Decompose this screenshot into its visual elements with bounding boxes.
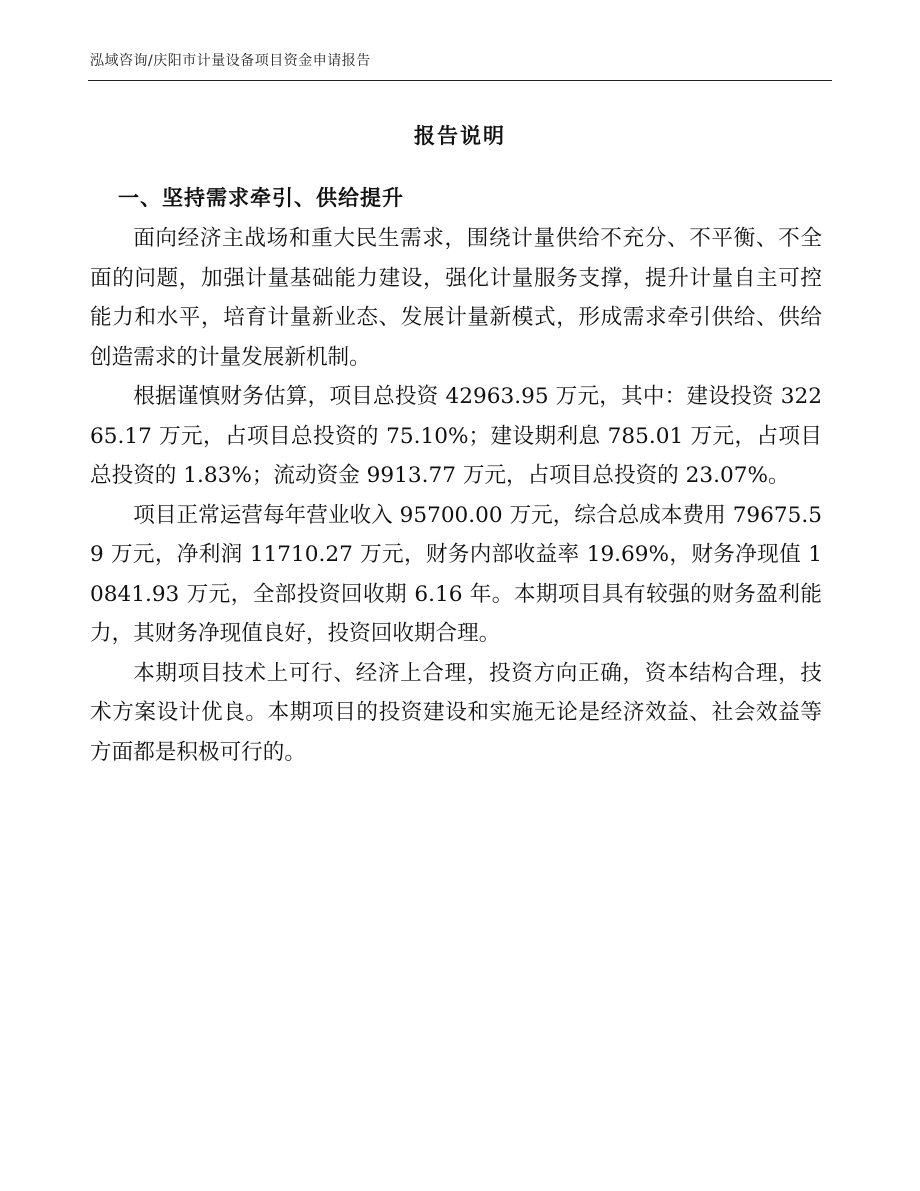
paragraph-feasibility-conclusion: 本期项目技术上可行、经济上合理，投资方向正确，资本结构合理，技术方案设计优良。本期项目的投资建设和实施无论是经济效益、社会效益等方面都是积极可行的。	[90, 660, 822, 765]
header-divider	[88, 80, 832, 81]
body-content	[90, 219, 822, 772]
paragraph-operating-returns: 项目正常运营每年营业收入 95700.00 万元，综合总成本费用 79675.59 万元，净利润 11710.27 万元，财务内部收益率 19.69%，财务净现值 10841.93 万元，全部投资回收期 6.16 年。本期项目具有较强的财务盈利能力，其财务净现值良好，投资回收期合理。	[90, 502, 822, 646]
paragraph-investment-estimate: 根据谨慎财务估算，项目总投资 42963.95 万元，其中：建设投资 32265.17 万元，占项目总投资的 75.10%；建设期利息 785.01 万元，占项目总投资的 1.83%；流动资金 9913.77 万元，占项目总投资的 23.07%。	[90, 384, 822, 488]
page-title: 报告说明	[414, 124, 506, 148]
section-heading: 一、坚持需求牵引、供给提升	[118, 186, 404, 210]
paragraph-demand-supply: 面向经济主战场和重大民生需求，围绕计量供给不充分、不平衡、不全面的问题，加强计量基础能力建设，强化计量服务支撑，提升计量自主可控能力和水平，培育计量新业态、发展计量新模式，形成需求牵引供给、供给创造需求的计量发展新机制。	[90, 226, 822, 370]
running-header: 泓域咨询/庆阳市计量设备项目资金申请报告	[90, 53, 371, 69]
